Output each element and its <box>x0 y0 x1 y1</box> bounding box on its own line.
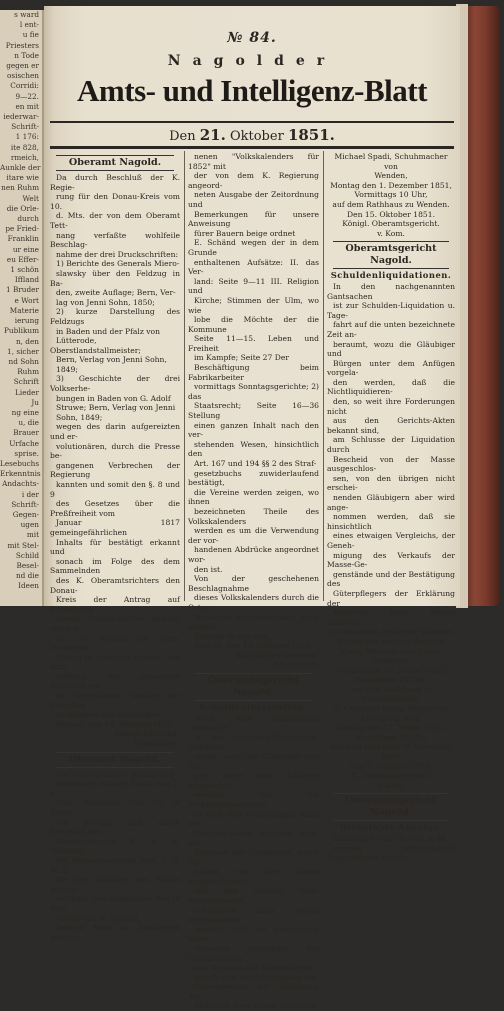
text-line: Güterpflegers der Erklärung der <box>188 982 319 1001</box>
left-page-line: Schrift- <box>11 499 39 509</box>
text-line: 1849; <box>56 364 78 374</box>
text-line: Altensteig Dorf, <box>360 713 422 723</box>
text-line: ist, so werden die Orts-Vorsteher <box>50 633 180 653</box>
text-line: scheid von der Masse ausgeschlossen, <box>188 867 319 886</box>
text-line: Bemerkungen für unsere Anweisung <box>188 209 319 229</box>
left-page-line: mit Stel- <box>7 540 39 550</box>
text-line: Struwe; Bern, Verlag von Jenni <box>56 403 176 413</box>
col3-text-2 <box>327 282 455 627</box>
text-line: kannten und somit den §. 8 und 9 <box>50 480 180 499</box>
left-page-line: Schrift- <box>11 122 39 132</box>
text-line: genstände und der Bestätigung des <box>327 569 455 589</box>
left-page-line: Lesebuchs <box>0 458 40 468</box>
text-line: 3) Geschichte der drei Volkserhe- <box>50 374 180 394</box>
text-line: In der Zeit vom 29.—30. v. M. <box>333 834 448 843</box>
text-line: migung des Verkaufs der Masse-Ge- <box>327 550 455 570</box>
text-line: nommen werden, daß sie hinsichtlich <box>327 512 455 531</box>
text-line: Gläubigern aber werde angenommen <box>188 905 319 925</box>
column-divider-1 <box>184 151 185 601</box>
text-line: Gerichts-Akten bekannt sind, am <box>188 828 319 848</box>
newspaper-page <box>44 6 460 1011</box>
text-line: Lütterode, Oberstlandstallmeister; <box>50 336 141 355</box>
text-line: des Gesetzes über die Preßfreiheit vom <box>50 499 180 518</box>
text-line: rung für den Donau-Kreis vom 10. <box>50 192 180 211</box>
issue-number: № 84. <box>227 30 277 46</box>
text-line: nang verfaßte wohlfeile Beschlag- <box>50 230 180 250</box>
text-line: In den nachgenannten Gantsachen <box>327 281 455 301</box>
text-line: nenden Gläubigern aber wird ange- <box>327 493 455 512</box>
text-line: fahrt auf die unten bezeichnete Zeit an- <box>327 320 455 339</box>
text-line: Bescheid von der Masse ausgeschlos- <box>327 454 455 474</box>
left-page-line: Welt <box>22 193 39 203</box>
text-line: fürer Bauern beige ordnet <box>194 228 296 238</box>
text-line: Kommandanten K. S. N. Oberamt <box>50 836 180 856</box>
left-page-line: n, den <box>15 336 39 346</box>
text-line: Wenden, <box>374 171 408 181</box>
text-line: Mehrheit ihrer Klasse beitreten. <box>327 608 455 627</box>
text-line: niß gesetzt, daß durch Beschluß des <box>50 817 180 837</box>
text-line: Die Orts-Vorsteher werden mit <box>56 769 175 779</box>
col1-heading-2: Oberamt Nagold. <box>56 752 174 768</box>
text-line: sen, von den übrigen nicht erschei- <box>327 473 455 493</box>
text-line: sonach im Folge des dem Sammelnden <box>50 556 180 576</box>
text-line: stände und der Bestätigung des <box>194 972 317 982</box>
text-line: gen unter dem Anfügen vorgeladen <box>188 771 319 790</box>
text-line: Bürgen unter dem Anfügen vorgela- <box>327 358 455 378</box>
town-name: Nagolder <box>167 53 337 69</box>
text-line: bungen in Baden von G. Adolf <box>56 393 171 403</box>
text-line: Von der geschehenen Beschlagnahme <box>188 574 319 593</box>
text-line: im Kampfe; Seite 27 Der <box>194 353 289 363</box>
left-page-line: ugen <box>20 520 39 530</box>
text-line: 2) Christian Haug, Weber von <box>333 704 449 714</box>
text-line: v. Kom. <box>377 780 405 790</box>
book-binding <box>464 6 500 606</box>
col3-subheading-2: Diebstahls-Anzeige. <box>339 822 443 833</box>
text-line: eines etwaigen Vergleichs, der Geneh- <box>327 531 455 550</box>
column-2 <box>188 152 319 1011</box>
text-line: bezeichneten Theile des Volkskalenders <box>188 506 319 526</box>
left-page-line: rmeich, <box>10 152 39 162</box>
text-line: nahme der drei Druckschriften: <box>56 249 179 259</box>
col1-sig1-name: Königl. Oberamt. <box>114 729 180 739</box>
left-page-line: Schrift <box>13 377 39 387</box>
col2-sig1-person: Bredbeckel. <box>272 660 319 670</box>
col2-subheading-2: Schuldenliquidation. <box>199 702 308 713</box>
header-rule-top <box>50 121 454 123</box>
column-1 <box>50 152 180 942</box>
text-line: den, so weit ihre Forderungen nicht <box>327 397 455 416</box>
text-line: etwaigen Vergleichs, der Genehmigung <box>188 943 319 963</box>
text-line: ist zur Schulden-Liquidation u. Tage- <box>327 301 455 320</box>
text-line: wurden nachstehende Gegenstände, welche <box>327 843 455 863</box>
text-line: Königl. Oberamtsgericht. <box>342 219 440 229</box>
left-page-line: ng eine <box>11 407 39 417</box>
left-page-line: Iffland <box>14 275 39 285</box>
text-line: Beziehung auf den Erlaß vom 2. d. <box>50 779 180 798</box>
col2-text-2 <box>188 714 319 1011</box>
left-page-lines <box>0 10 42 592</box>
text-line: für Werkanwendung vom 7. d. M. S. <box>50 855 180 875</box>
text-line: d. Mts. der von dem Oberamt Tett- <box>50 211 180 230</box>
col1-heading-1: Oberamt Nagold. <box>56 155 174 171</box>
left-page-line: Andachts- <box>2 479 39 489</box>
text-line: für den Inhaber des Wehrs zufolge <box>50 875 180 894</box>
left-page-line: osischen <box>6 71 39 81</box>
text-line: land: Seite 9—11 III. Religion und <box>188 276 319 296</box>
left-page-line: Franklin <box>7 234 39 244</box>
text-line: handenen Abdrücke angeordnet wor- <box>188 545 319 564</box>
left-page-line: eu Effer- <box>6 254 39 264</box>
left-page-line: n Tode <box>14 50 39 60</box>
text-line: Anzeige zu machen. <box>194 631 272 641</box>
left-page-line: i der <box>21 489 39 499</box>
text-line: gangenen Verbrechen der Regierung <box>50 460 180 480</box>
left-page-line: Ju <box>31 397 39 407</box>
text-line: Seite 11—15. Leben und Freiheit <box>188 334 319 353</box>
text-line: Montag den 10. Novbr. 1851, <box>334 665 448 675</box>
text-line: Art. 167 und 194 §§ 2 des Straf- <box>194 459 317 468</box>
left-page-line: Publikum <box>4 326 39 336</box>
col1-sig1-person: Bredbeckel. <box>133 739 180 749</box>
text-line: nenen "Volkskalenders für 1852" mit <box>188 152 319 171</box>
left-page-line: Brauer <box>13 428 39 438</box>
column-3 <box>327 152 455 863</box>
text-line: v. Kom. <box>377 228 405 238</box>
date-year: 1851. <box>287 126 335 144</box>
text-line: Schlusse der Liquidation durch Be- <box>188 847 319 867</box>
issue-date <box>44 126 460 144</box>
text-line: Kreis der Antrag auf Einziehung <box>50 595 180 614</box>
left-page-line: pe Fried- <box>5 224 39 234</box>
left-page-line: 1 176: <box>15 132 39 142</box>
col3-text-3 <box>327 627 455 790</box>
left-page-line: en mit <box>15 101 39 111</box>
text-line: werden es um die Verwendung der vor- <box>188 526 319 545</box>
text-line: in der Schulden-Richtungen-Tagefahrt <box>188 732 319 752</box>
text-line: in Baden und der Pfalz von <box>56 326 160 336</box>
left-page-line: durch <box>17 214 39 224</box>
left-page-line: 1 Bruder <box>6 285 39 295</box>
text-line: Wittwe des weiland Ambrosi <box>336 636 446 646</box>
text-line: dieses Volkskalenders durch die Orts- <box>188 593 319 612</box>
text-line: Kirche; Stimmen der Ulm, wo wie <box>188 295 319 315</box>
left-page-line: itare wie <box>6 173 39 183</box>
text-line: zu belegen und anzuzeigen. <box>56 710 164 720</box>
text-line: thalheim. <box>372 656 410 666</box>
col2-text-1 <box>188 152 319 641</box>
text-line: Vorsteher vorkommenden Falls alsbald <box>188 612 319 632</box>
left-page-fragment <box>0 10 44 606</box>
text-line: des Verkaufs der Masse-Gegen- <box>194 963 316 973</box>
col3-heading-1: Oberamtsgericht Nagold. <box>333 241 449 269</box>
text-line: auf dem Rathhaus in Unterthalheim. <box>351 684 431 704</box>
text-line: Michael Spadi, Schuhmacher von <box>334 152 448 171</box>
text-line: lag von Jenni Sohn, 1850; <box>56 297 155 307</box>
left-page-line: die Orle- <box>6 203 39 213</box>
left-page-line: ierung <box>14 316 39 326</box>
col3-heading-2: Oberamtsgericht Nagold. <box>333 793 449 821</box>
col3-subheading-1: Schuldenliquidationen. <box>330 270 452 281</box>
text-line: Vormittags 10 Uhr, <box>354 190 428 200</box>
text-line: vormittags Sonntagsgerichte; 2) das <box>188 382 319 401</box>
text-line: Montag den 17. Novbr. 1851, <box>334 723 448 733</box>
text-line: Güterpflegers der Erklärung der <box>327 588 455 608</box>
text-line: Mts., Amtsblatt Nro. 79, in Kennt- <box>50 798 180 817</box>
text-line: von den übrigen nicht erscheinenden <box>188 886 319 905</box>
header-rule-bottom <box>50 146 454 149</box>
col3-text-1 <box>327 152 455 238</box>
left-page-line: nen Ruhm <box>1 183 39 193</box>
text-line: die Vereine werden zeigen, wo ihnen <box>188 487 319 507</box>
text-line: einen ganzen Inhalt nach den ver- <box>188 420 319 440</box>
text-line: Beschäftigung beim Fabrikarbeiter <box>188 363 319 382</box>
left-page-line: u, die <box>18 418 39 428</box>
left-page-line: Corridi: <box>10 81 39 91</box>
date-month: Oktober <box>229 129 284 144</box>
text-line: volutionären, durch die Presse be- <box>50 441 180 461</box>
left-page-line: Urfache <box>9 438 39 448</box>
text-line: lobe die Möchte der die Kommune <box>188 315 319 334</box>
text-line: gesetzbuchs zuwiderlaufend bestätigt, <box>188 468 319 488</box>
left-page-line: Lieder <box>15 387 39 397</box>
left-page-line: l ent- <box>19 20 39 30</box>
left-page-line: gegen er <box>6 61 39 71</box>
text-line: auf dem Rathhaus zu Wenden. <box>332 199 450 209</box>
left-page-line: iederwar- <box>3 112 39 122</box>
text-line: den ist. <box>194 564 223 574</box>
text-line: neten Ausgabe der Zeitordnung und <box>188 190 319 209</box>
text-line: am Schlusse der Liquidation durch <box>327 435 455 455</box>
left-page-line: nd die <box>15 571 39 581</box>
text-line: 1) Berichte des Generals Miero- <box>56 259 180 269</box>
col1-text-2 <box>50 770 180 943</box>
text-line: so weit ihre Forderungen nicht aus <box>188 809 319 829</box>
left-page-line: Gegen- <box>12 509 39 519</box>
text-line: Bern, Verlag von Jenni Sohn, <box>56 355 167 365</box>
left-page-line: Ruhm <box>17 367 39 377</box>
col2-sig1-date: Nagold, den 18. Oktober 1851. <box>193 641 314 651</box>
date-prefix: Den <box>169 129 196 144</box>
text-line: werden, daß sie hinsichtlich eines <box>188 924 319 944</box>
text-line: 1) Catharine, geborene Görtner, <box>329 627 453 637</box>
left-page-line: u fie <box>22 30 39 40</box>
text-line: aus den Gerichts-Akten bekannt sind, <box>327 416 455 435</box>
text-line: Vormittags 10 Uhr, <box>354 675 428 685</box>
left-page-line: Aunkle der <box>0 163 41 173</box>
text-line: Da durch Beschluß der K. Regie- <box>50 173 180 192</box>
left-page-line: ite 828, <box>10 142 39 152</box>
text-line: sie vorgefunden werden mit Beschlag <box>50 691 180 710</box>
text-line: Kienz, Weberin von Unter- <box>340 646 442 656</box>
text-line: K. Oberamtsgericht. <box>351 771 431 781</box>
text-line: Sohn, 1849; <box>56 412 103 422</box>
text-line: Auftrag, die genannten Schriften wo <box>50 671 180 691</box>
text-line: auf dem Rathhaus in Altensteig Dorf. <box>330 742 452 762</box>
left-page-line: Erkenntnis <box>0 469 41 479</box>
text-line: wegen des darin aufgereizten und er- <box>50 422 180 442</box>
text-line: Staatsrecht; Seite 16—36 Stellung <box>188 401 319 421</box>
left-page-line: ur eine <box>12 244 39 254</box>
left-page-line: 1 schön <box>10 265 39 275</box>
col2-heading-2: Oberamtsgericht Nagold. <box>194 673 313 701</box>
text-line: enthaltenen Aufsätze: II. das Ver- <box>188 257 319 277</box>
text-line: werden, daß die Nichtliquidierenden, <box>188 790 319 809</box>
text-line: Den 15. Oktober 1851. <box>347 209 435 219</box>
left-page-line: 9—22. <box>15 91 39 101</box>
text-line: slawsky über den Feldzug in Ba- <box>50 268 180 288</box>
text-line: des K. Oberamtsrichters den Donau- <box>50 575 180 595</box>
col1-text-1 <box>50 173 180 720</box>
text-line: der von dem K. Regierung angeord- <box>188 171 319 190</box>
left-page-line: Besel- <box>16 560 39 570</box>
text-line: raumt, wozu die Gläubiger und Bür- <box>188 752 319 771</box>
text-line: Vormittags 10 Uhr, <box>354 732 428 742</box>
text-line: Mehrheit ihrer Klasse beitreten. <box>194 1001 319 1011</box>
left-page-line: mit <box>26 530 39 540</box>
left-page-line: Materie <box>9 305 39 315</box>
text-line: Den 7. Oktober 1851. <box>349 761 433 771</box>
left-page-line: 1, sicher <box>7 346 39 356</box>
text-line: Inhalts für bestätigt erkannt und <box>50 537 180 557</box>
left-page-line: s ward <box>14 10 39 19</box>
column-divider-2 <box>323 151 324 601</box>
left-page-line: sprise. <box>14 448 39 458</box>
left-page-line: e Wort <box>14 295 39 305</box>
text-line: den, zweite Auflage; Bern, Ver- <box>56 288 176 298</box>
left-page-line: nd Sohn <box>8 356 39 366</box>
text-line: den werden, daß die Nichtliquidieren- <box>327 377 455 397</box>
left-page-line: Schild <box>15 550 39 560</box>
left-page-line: Ideen <box>18 581 39 591</box>
text-line: hievon in Kenntniß gesetzt, mit dem <box>50 652 180 672</box>
text-line: Badern Sohn in Reutlingen erschie- <box>50 923 180 942</box>
text-line: verfügte Beschlagnahme des in dem <box>50 894 180 913</box>
col3-text-4 <box>327 834 455 863</box>
text-line: Montag den 1. Dezember 1851, <box>330 180 452 190</box>
text-line: Januar 1817 gemeingefährlichen <box>50 518 180 537</box>
text-line: Nach dem namenlosen Gantsache <box>188 713 319 733</box>
text-line: 2) kurze Darstellung des Feldzugs <box>50 307 180 326</box>
text-line: Verlag von B. Sprund, <box>56 913 141 923</box>
text-line: beraumt, wozu die Gläubiger und <box>327 339 455 359</box>
left-page-line: Priesters <box>5 40 39 50</box>
text-line: E. Schänd wegen der in dem Grunde <box>188 238 319 257</box>
col2-sig1-name: Königliches Oberamt. <box>235 650 319 660</box>
masthead-title: Amts- und Intelligenz-Blatt <box>77 73 427 108</box>
col1-sig1-date: Nagold, den 18. Oktober 1851. <box>55 719 175 729</box>
text-line: dieser Druckschriften gestellt worden <box>50 614 180 633</box>
date-day: 21. <box>199 126 226 144</box>
text-line: stehenden Wesen, hinsichtlich den <box>188 439 319 459</box>
